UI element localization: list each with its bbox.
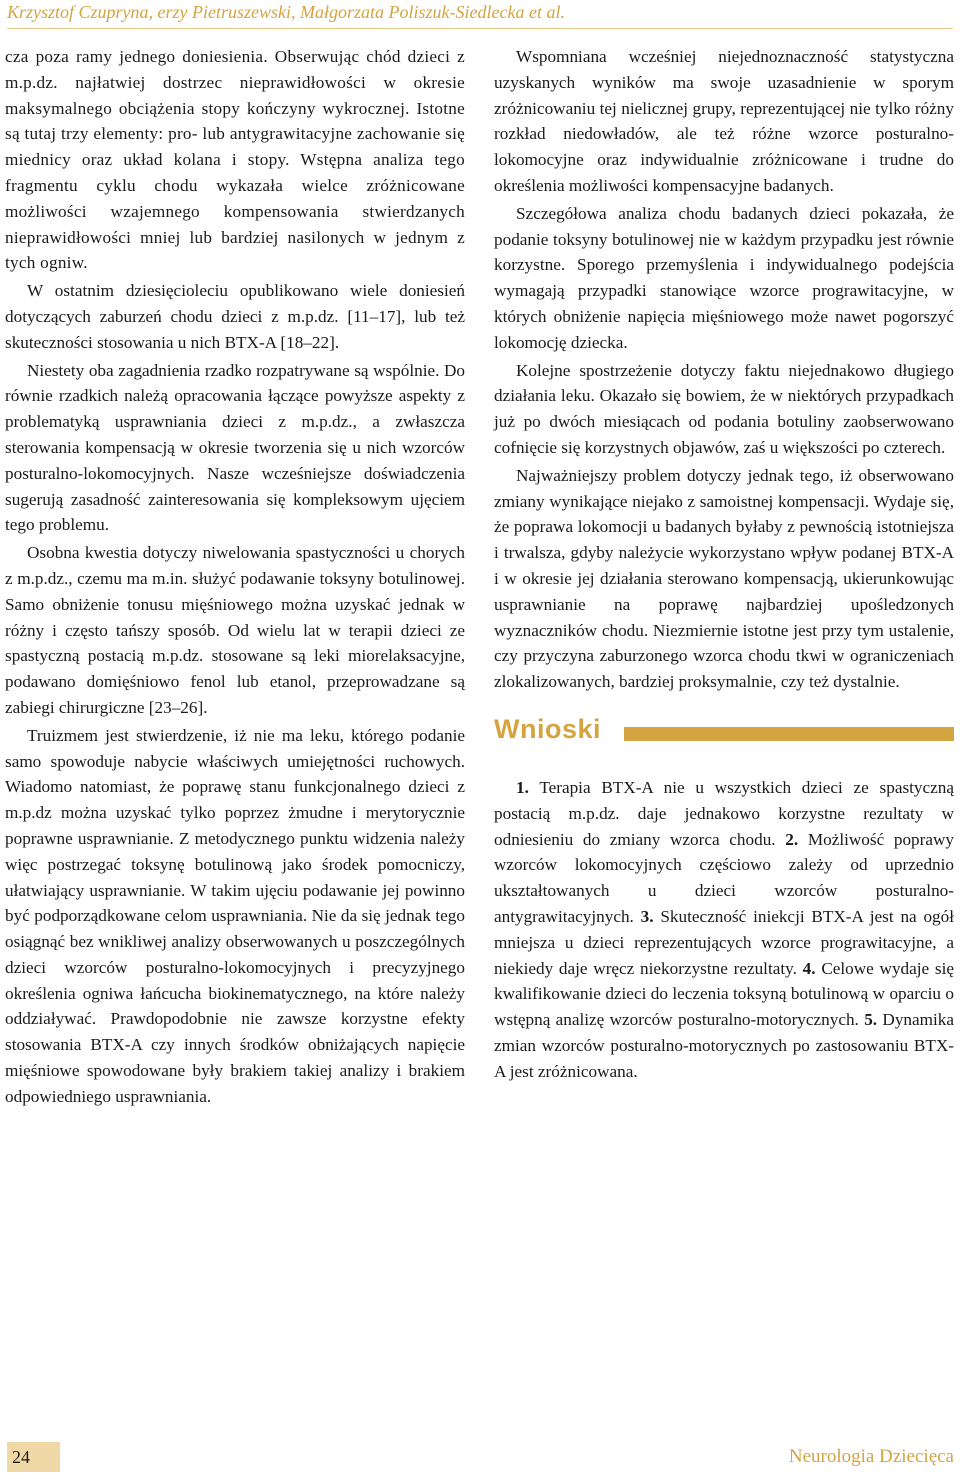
- body-paragraph: W ostatnim dziesięcioleciu opublikowano wiele doniesień dotyczących zaburzeń chodu dzieci z m.p.dz. [11–17], lub też skuteczności stosowania u nich BTX-A [18–22].: [5, 281, 465, 352]
- conclusions-paragraph: [494, 775, 954, 1085]
- header-divider: [7, 28, 953, 29]
- conclusion-number: 3.: [640, 906, 654, 926]
- body-paragraph: Truizmem jest stwierdzenie, iż nie ma leku, którego podanie samo spowoduje nabycie właściwych umiejętności ruchowych. Wiadomo natomiast, że poprawę stanu funkcjonalnego dzieci z m.p.dz można uzyskać tylko poprzez żmudne i merytorycznie poprawne usprawnianie. Z metodycznego punktu widzenia należy więc postrzegać toksynę botulinową jako środek pomocniczy, ułatwiający usprawnianie. W takim ujęciu podawanie jej powinno być podporządkowane celom usprawniania. Nie da się jednak tego osiągnąć bez wnikliwej analizy obserwowanych u poszczególnych dzieci wzorców posturalno-lokomocyjnych i precyzyjnego określenia ogniwa łańcucha biokinematycznego, na które należy oddziaływać. Prawdopodobnie nie zawsze korzystne efekty stosowania BTX-A czy innych środków obniżających napięcie mięśniowe spowodowane były brakiem takiej analizy i brakiem odpowiedniego usprawniania.: [5, 725, 465, 1106]
- left-column: [5, 44, 465, 1110]
- body-paragraph: Osobna kwestia dotyczy niwelowania spastyczności u chorych z m.p.dz., czemu ma m.in. służyć podawanie toksyny botulinowej. Samo obniżenie tonusu mięśniowego można uzyskać jednak w różny i często tańszy sposób. Od wielu lat w terapii dzieci ze spastyczną postacią m.p.dz. stosowane są leki miorelaksacyjne, podawano domięśniowo fenol lub etanol, przeprowadzane są zabiegi chirurgiczne [23–26].: [5, 543, 465, 717]
- body-paragraph: Szczegółowa analiza chodu badanych dzieci pokazała, że podanie toksyny botulinowej nie w każdym przypadku jest równie korzystne. Sporego przemyślenia i indywidualnego podejścia wymagają przypadki stanowiące wzorce prograwitacyjne, w których obniżenie napięcia mięśniowego może nawet pogorszyć lokomocję dziecka.: [494, 203, 954, 352]
- conclusion-text: Dynamika zmian wzorców posturalno-motorycznych po zastosowaniu BTX-A jest zróżnicowana.: [494, 1010, 955, 1081]
- heading-decor-bar: [624, 727, 954, 741]
- body-paragraph: Niestety oba zagadnienia rzadko rozpatrywane są wspólnie. Do równie rzadkich należą opracowania łączące powyższe aspekty z problematyką usprawniania dzieci z m.p.dz., a zwłaszcza sterowania kompensacją w okresie tworzenia się u nich wzorców posturalno-lokomocyjnych. Nasze wcześniejsze doświadczenia sugerują zasadność zainteresowania się kompleksowym ujęciem tego problemu.: [5, 360, 465, 535]
- body-paragraph: cza poza ramy jednego doniesienia. Obserwując chód dzieci z m.p.dz. najłatwiej dostrzec nieprawidłowości w okresie maksymalnego obciążenia stopy kończyny wykrocznej. Istotne są tutaj trzy elementy: pro- lub antygrawitacyjne zachowanie się miednicy oraz układ kolana i stopy. Wstępna analiza tego fragmentu cyklu chodu wykazała wielce zróżnicowane możliwości wzajemnego kompensowania stwierdzanych nieprawidłowości mniej lub bardziej nasilonych w jednym z tych ogniw.: [5, 47, 465, 273]
- conclusions-heading: Wnioski: [494, 713, 602, 744]
- conclusion-text: Celowe wydaje się kwalifikowanie dzieci do leczenia toksyną botulinową w oparciu o wstępną analizę wzorców posturalno-motorycznych.: [494, 958, 955, 1030]
- conclusion-number: 5.: [864, 1010, 878, 1030]
- right-column: [494, 44, 954, 1084]
- conclusion-number: 4.: [802, 958, 816, 978]
- conclusion-number: 2.: [785, 829, 799, 849]
- body-paragraph: Wspomniana wcześniej niejednoznaczność statystyczna uzyskanych wyników ma swoje uzasadnienie w sporym zróżnicowaniu tej nielicznej grupy, reprezentującej nie tylko różny rozkład niedowładów, ale też różne wzorce posturalno-lokomocyjne oraz indywidualnie zróżnicowane i trudne do określenia możliwości kompensacyjne badanych.: [494, 47, 954, 195]
- conclusions-heading-block: [494, 713, 954, 757]
- body-paragraph: Kolejne spostrzeżenie dotyczy faktu niejednakowo długiego działania leku. Okazało się bowiem, że w niektórych przypadkach już po dwóch miesiącach od podania botuliny zaobserwowano cofnięcie się korzystnych objawów, zaś u większości po czterech.: [494, 360, 954, 457]
- conclusion-text: Terapia BTX-A nie u wszystkich dzieci ze spastyczną postacią m.p.dz. daje jednakowo korzystne rezultaty w odniesieniu do zmiany wzorca chodu.: [494, 777, 954, 849]
- journal-name: Neurologia Dziecięca: [788, 1446, 954, 1467]
- page-number: 24: [12, 1447, 30, 1467]
- conclusion-number: 1.: [516, 777, 529, 797]
- conclusion-text: Możliwość poprawy wzorców lokomocyjnych częściowo zależy od uprzednio ukształtowanych u dzieci wzorców posturalno-antygrawitacyjnych.: [494, 829, 955, 926]
- body-paragraph: Najważniejszy problem dotyczy jednak tego, iż obserwowano zmiany wynikające niejako z samoistnej kompensacji. Wydaje się, że poprawa lokomocji u badanych byłaby z pewnością istotniejsza i trwalsza, gdyby należycie wykorzystano wpływ podanej BTX-A i w okresie jej działania sterowano kompensacją, ukierunkowując usprawnianie na poprawę najbardziej upośledzonych wyznaczników chodu. Niezmiernie istotne jest przy tym ustalenie, czy przyczyna zaburzonego wzorca chodu tkwi w ograniczeniach zlokalizowanych, bardziej proksymalnie, czy też dystalnie.: [494, 465, 954, 692]
- running-header-authors: Krzysztof Czupryna, erzy Pietruszewski, Małgorzata Poliszuk-Siedlecka et al.: [7, 2, 565, 22]
- conclusion-text: Skuteczność iniekcji BTX-A jest na ogół mniejsza u dzieci reprezentujących wzorce prograwitacyjne, a niekiedy daje wręcz niekorzystne rezultaty.: [494, 906, 955, 978]
